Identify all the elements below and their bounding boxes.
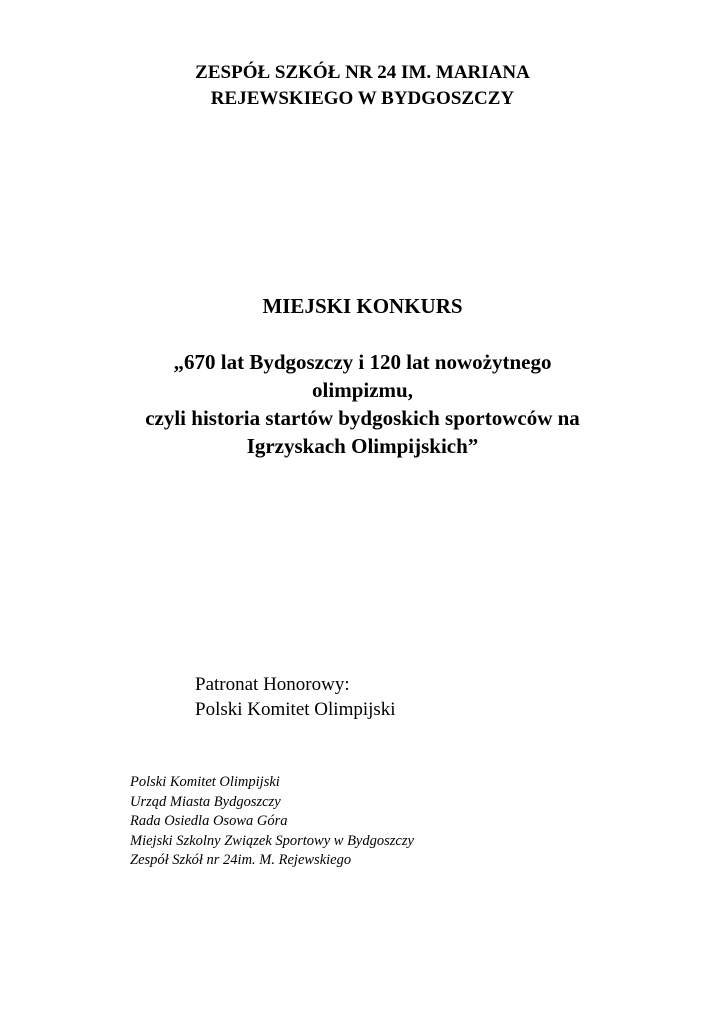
organizer-item: Polski Komitet Olimpijski bbox=[130, 774, 280, 790]
patronage-patron: Polski Komitet Olimpijski bbox=[195, 699, 396, 720]
organizer-item: Zespół Szkół nr 24im. M. Rejewskiego bbox=[130, 852, 352, 868]
school-name-line-2: REJEWSKIEGO W BYDGOSZCZY bbox=[210, 88, 515, 109]
contest-title-line-3: czyli historia startów bydgoskich sportowców na bbox=[145, 406, 580, 430]
contest-title-line-4: Igrzyskach Olimpijskich” bbox=[246, 434, 479, 458]
patronage-label: Patronat Honorowy: bbox=[195, 674, 350, 695]
organizers-list bbox=[130, 773, 414, 871]
organizer-item: Urząd Miasta Bydgoszczy bbox=[130, 793, 281, 810]
contest-title bbox=[0, 348, 725, 460]
contest-heading: MIEJSKI KONKURS bbox=[262, 294, 463, 318]
contest-title-line-1: „670 lat Bydgoszczy i 120 lat nowożytnego bbox=[173, 350, 552, 374]
organizer-item: Rada Osiedla Osowa Góra bbox=[130, 813, 288, 829]
school-name-line-1: ZESPÓŁ SZKÓŁ NR 24 IM. MARIANA bbox=[195, 62, 530, 83]
contest-title-line-2: olimpizmu, bbox=[312, 378, 413, 402]
organizer-item: Miejski Szkolny Związek Sportowy w Bydgoszczy bbox=[130, 832, 414, 849]
honorary-patronage bbox=[195, 672, 396, 722]
school-name bbox=[0, 60, 725, 112]
